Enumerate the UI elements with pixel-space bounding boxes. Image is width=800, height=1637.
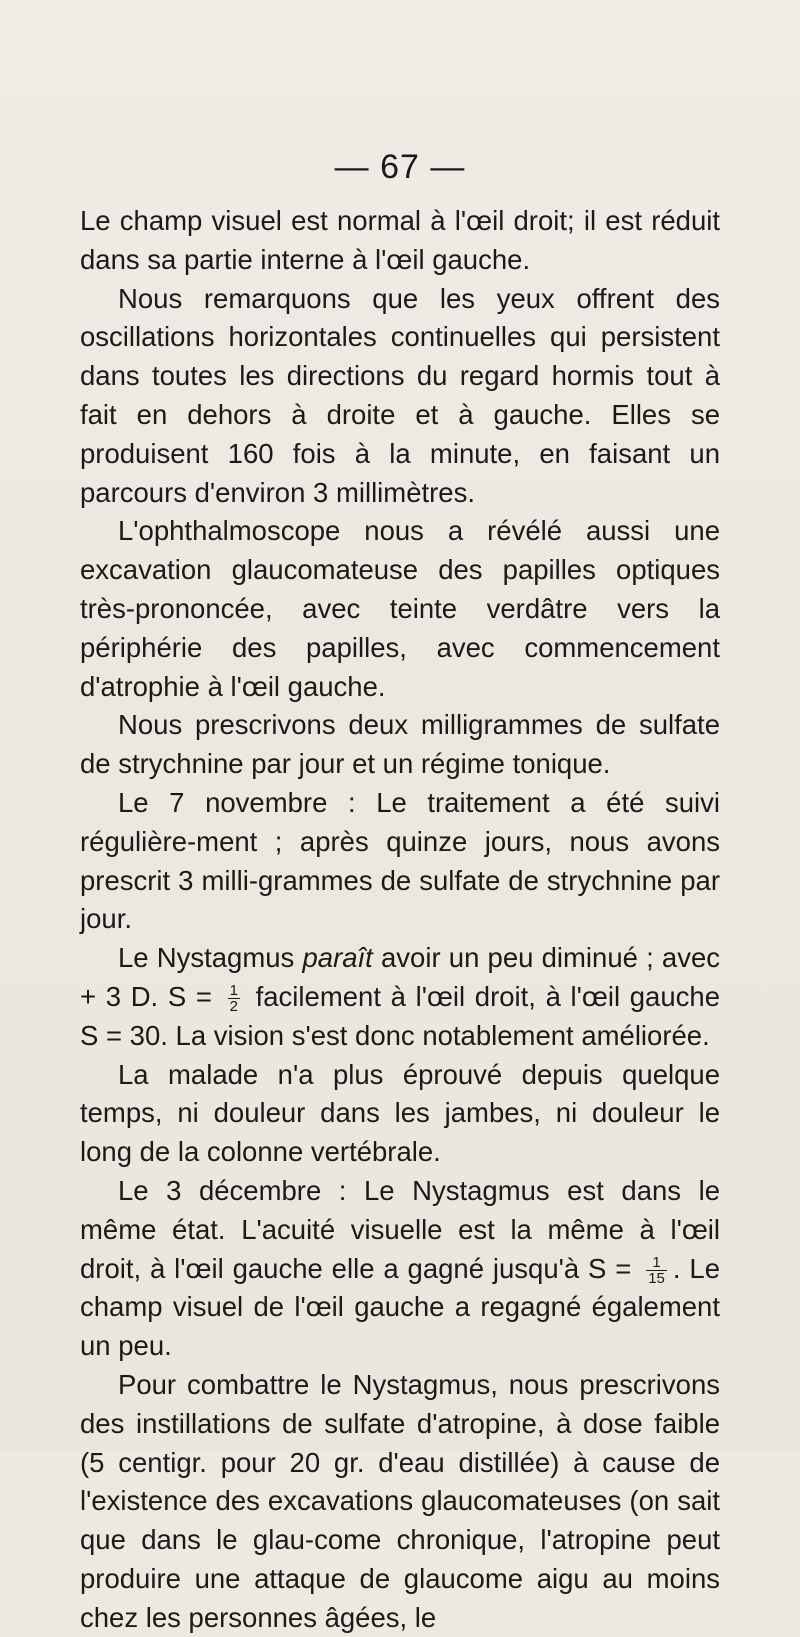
paragraph: La malade n'a plus éprouvé depuis quelque temps, ni douleur dans les jambes, ni douleur le long de la colonne vertébrale.	[80, 1058, 720, 1168]
fraction-denominator: 15	[648, 1269, 665, 1287]
fraction	[646, 1255, 667, 1286]
fraction	[228, 983, 240, 1014]
paragraph: L'ophthalmoscope nous a révélé aussi une excavation glaucomateuse des papilles optiques très-prononcée, avec teinte verdâtre vers la périphérie des papilles, avec commencement d'atrophie à l'œil gauche.	[80, 515, 720, 702]
text-run: avoir un peu diminué ; avec + 3 D. S =	[80, 942, 720, 1012]
text-run: Le Nystagmus	[118, 942, 303, 974]
fraction-denominator: 2	[229, 998, 238, 1016]
paragraph: Nous prescrivons deux milligrammes de sulfate de strychnine par jour et un régime tonique.	[80, 709, 720, 780]
paragraph: Le champ visuel est normal à l'œil droit; il est réduit dans sa partie interne à l'œil gauche.	[80, 205, 720, 275]
text-run: Le 3 décembre : Le Nystagmus est dans le même état. L'acuité visuelle est la même à l'œil droit, à l'œil gauche elle a gagné jusqu'à S =	[80, 1174, 720, 1284]
paragraph: Pour combattre le Nystagmus, nous prescrivons des instillations de sulfate d'atropine, à dose faible (5 centigr. pour 20 gr. d'eau distillée) à cause de l'existence des excavations glaucomateuses (on sait que dans le glau-come chronique, l'atropine peut produire une attaque de glaucome aigu au moins chez les personnes âgées, le	[80, 1368, 720, 1633]
italic-text: paraît	[302, 942, 373, 974]
paragraph: Le 7 novembre : Le traitement a été suivi régulière-ment ; après quinze jours, nous avons prescrit 3 milli-grammes de sulfate de strychnine par jour.	[80, 786, 720, 935]
fraction-numerator: 1	[229, 982, 238, 1000]
paragraph	[80, 1172, 720, 1366]
text-run: facilement à l'œil droit, à l'œil gauche S = 30. La vision s'est donc notablement améliorée.	[80, 980, 720, 1051]
body-text	[80, 202, 720, 1637]
page-number: — 67 —	[334, 148, 466, 186]
text-run: . Le champ visuel de l'œil gauche a regagné également un peu.	[80, 1252, 720, 1362]
paragraph: Nous remarquons que les yeux offrent des oscillations horizontales continuelles qui persistent dans toutes les directions du regard hormis tout à fait en dehors à droite et à gauche. Elles se produisent 160 fois à la minute, en faisant un parcours d'environ 3 millimètres.	[80, 282, 720, 508]
fraction-numerator: 1	[646, 1255, 667, 1271]
paragraph	[80, 939, 720, 1055]
